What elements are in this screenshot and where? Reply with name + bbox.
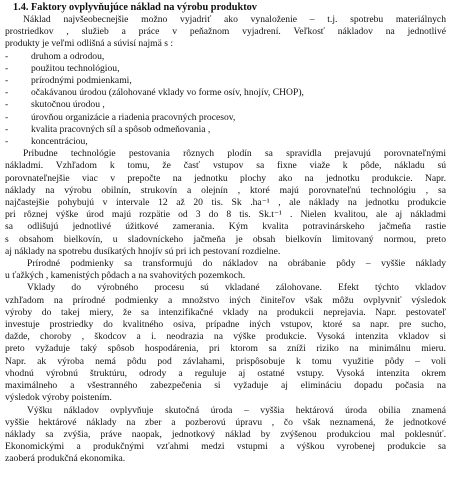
list-item-text: prírodnými podmienkami, [31, 75, 132, 87]
text-line: Prírodné podmienky sa transformujú do nákladov na obrábanie pôdy – vyššie náklady [27, 258, 446, 270]
factor-list [5, 51, 446, 149]
text-line: Pribudne technológie pestovania rôznych plodín sa spravidla prejavujú porovnateľnými [23, 148, 446, 160]
text-line: zaoberá produkčná ekonomika. [5, 453, 126, 465]
dash-bullet: - [5, 87, 9, 99]
text-line: produkty je veľmi odlišná a súvisí najmä s : [5, 38, 174, 50]
list-item [5, 75, 446, 87]
text-line: Náklad najvšeobecnejšie možno vyjadriť ako vynaloženie – t.j. spotrebu materiálnych [23, 14, 446, 25]
list-item-text: skutočnou úrodou , [31, 99, 105, 111]
text-line: Ekonomickými a produkčnými vzťahmi medzi vstupmi a výškou vyrobenej produkcie sa [5, 441, 446, 453]
dash-bullet: - [5, 50, 9, 62]
list-item [5, 63, 446, 75]
text-line: investuje prostriedky do kvalitného osiva, prípadne iných vstupov, ktoré sa napr. pre sucho, [5, 319, 446, 331]
text-line: Napr. ak výroba nemá pôdu pod závlahami, prispôsobuje k tomu využitie pôdy – voli [5, 355, 446, 367]
list-item-text: druhom a odrodou, [31, 50, 105, 62]
text-line: náklady na výrobu obilnín, strukovín a olejnín , ktoré majú porovnateľnú technológiu , sa [5, 184, 446, 196]
text-line: vzhľadom na prírodné podmienky a množstvo iných činiteľov však môžu ovplyvniť výsledok [5, 294, 446, 306]
text-line: sa odlišujú jednotlivé úžitkové zamerania. Kým kvalita potravinárskeho jačmeňa rastie [5, 221, 446, 233]
dash-bullet: - [5, 62, 9, 74]
paragraph-inputs [5, 282, 446, 404]
text-line: náklady sa zvýšia, práve naopak, jednotkový náklad by zvýšenou produkciou mal poklesnúť. [5, 428, 446, 440]
list-item-text: očakávanou úrodou (zálohované vklady vo forme osív, hnojív, CHOP), [31, 87, 304, 99]
text-line: dažde, choroby , škodcov a i. neodrazia na výške produkcie. Vysoká intenzita vkladov si [5, 331, 446, 343]
list-item [5, 87, 446, 99]
list-item-text: úrovňou organizácie a riadenia pracovných procesov, [31, 111, 236, 123]
text-line: nákladmi. Vzhľadom k tomu, že časť vstupov sa fixne viaže k pôde, nákladu sú [5, 160, 446, 172]
dash-bullet: - [5, 111, 9, 123]
paragraph-yield [5, 405, 446, 466]
text-line: aj náklady na spotrebu dusíkatých hnojív sú pri ich pestovaní rozdielne. [5, 245, 281, 257]
section-title: 1.4. Faktory ovplyvňujúce náklad na výrobu produktov [13, 2, 257, 13]
list-item [5, 124, 446, 136]
text-line: pri rôznej výške úrod majú rozpätie od 3 do 8 tis. Sk.t⁻¹ . Nielen kvalitou, ale aj nákladmi [5, 209, 446, 221]
dash-bullet: - [5, 123, 9, 135]
paragraph-natural-conditions [5, 258, 446, 282]
list-item-text: použitou technológiou, [31, 62, 120, 74]
text-line: najčastejšie pohybujú v intervale 12 až 20 tis. Sk .ha⁻¹ , ale náklady na jednotku produkcie [5, 197, 446, 209]
dash-bullet: - [5, 99, 9, 111]
text-line: preto vyžaduje taký spôsob hospodárenia, pri ktorom sa zníži riziko na minimálnu mieru. [5, 343, 446, 355]
list-item-text: koncentráciou, [31, 136, 88, 148]
text-line: Výšku nákladov ovplyvňuje skutočná úroda – vyššia hektárová úroda obilia znamená [27, 404, 446, 416]
list-item [5, 112, 446, 124]
text-line: vhodnú výrobnú štruktúru, odrody a reguluje aj ostatné vstupy. Vysoká intenzita okrem [5, 367, 446, 379]
text-line: maximálneho a všestranného zabezpečenia si vyžaduje aj elimináciu dopadu počasia na [5, 380, 446, 392]
list-item [5, 51, 446, 63]
text-line: prostriedkov , služieb a práce v peňažnom vyjadrení. Veľkosť nákladov na jednotlivé [5, 26, 446, 38]
text-line: s obsahom bielkovín, u sladovníckeho jačmeňa je obsah bielkovín limitovaný normou, preto [5, 233, 446, 245]
list-item [5, 136, 446, 148]
text-line: výroby do takej miery, že sa intenzifikačné vklady na produkcii neprejavia. Napr. pestovateľ [5, 306, 446, 318]
intro-paragraph [5, 14, 446, 51]
text-line: Vklady do výrobného procesu sú vkladané zálohovane. Efekt týchto vkladov [27, 282, 446, 294]
dash-bullet: - [5, 136, 9, 148]
text-line: vyššie hektárové náklady na zber a pozberovú úpravu , čo však neznamená, že jednotkové [5, 416, 446, 428]
list-item-text: kvalita pracovných síl a spôsob odmeňovania , [31, 123, 211, 135]
paragraph-technology [5, 148, 446, 258]
text-line: u ťažkých , kamenistých pôdach a na svahovitých pozemkoch. [5, 270, 246, 282]
text-line: výsledok výroby poistením. [5, 392, 112, 404]
list-item [5, 99, 446, 111]
dash-bullet: - [5, 75, 9, 87]
text-line: porovnateľnejšie viac v prepočte na jednotku plochy ako na jednotku produkcie. Napr. [5, 172, 446, 184]
